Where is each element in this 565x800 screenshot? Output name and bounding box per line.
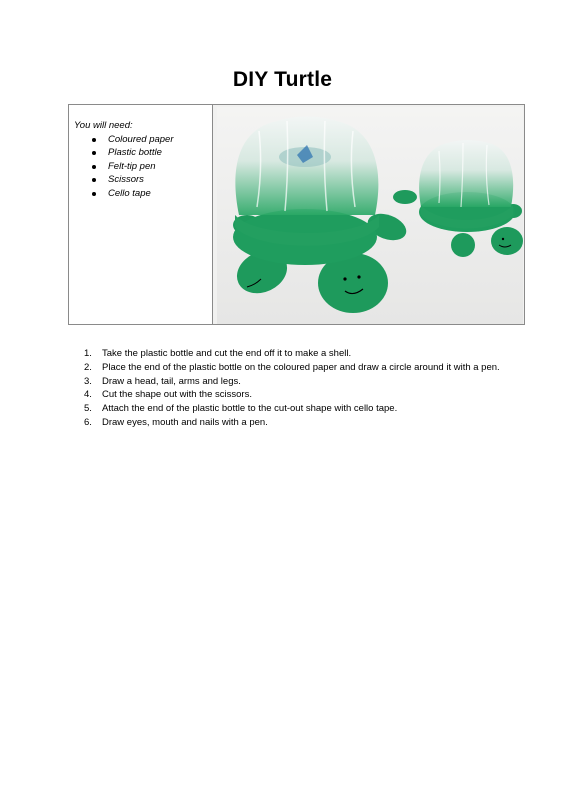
page-title: DIY Turtle [232, 68, 333, 91]
materials-cell [69, 105, 213, 324]
instruction-step: 3. Draw a head, tail, arms and legs. [84, 375, 241, 387]
materials-item: Coloured paper [108, 133, 212, 147]
materials-item: Cello tape [108, 187, 212, 201]
instructions-list [84, 347, 504, 430]
photo-cell [213, 105, 524, 324]
materials-heading: You will need: [74, 120, 133, 131]
instruction-step: 1. Take the plastic bottle and cut the end off it to make a shell. [84, 348, 352, 359]
materials-table [68, 104, 525, 325]
instruction-step: 6. Draw eyes, mouth and nails with a pen. [84, 416, 268, 428]
materials-list [74, 133, 212, 201]
instruction-step: 4. Cut the shape out with the scissors. [84, 389, 252, 401]
materials-item: Plastic bottle [108, 146, 212, 160]
materials-item: Scissors [108, 173, 212, 187]
turtle-craft-photo [217, 107, 523, 324]
instruction-step: 5. Attach the end of the plastic bottle to the cut-out shape with cello tape. [84, 403, 398, 415]
instruction-step: 2. Place the end of the plastic bottle on the coloured paper and draw a circle around it with a pen. [84, 361, 500, 373]
materials-item: Felt-tip pen [108, 160, 212, 174]
